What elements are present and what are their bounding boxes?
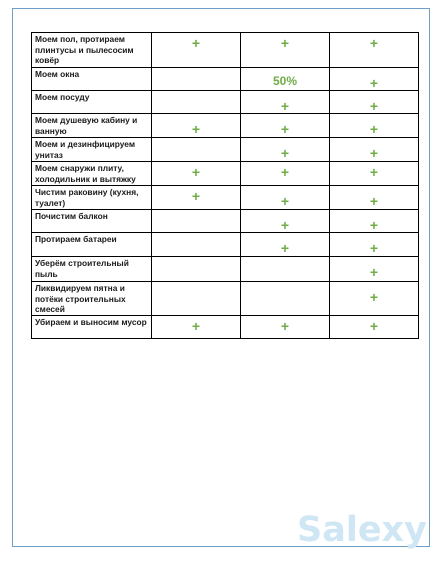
plus-mark: + — [280, 121, 290, 137]
plus-mark: + — [369, 98, 379, 114]
service-label: Ликвидируем пятна и потёки строительных смесей — [32, 282, 152, 316]
plus-mark: + — [280, 193, 290, 209]
mark-cell — [241, 114, 330, 138]
mark-cell: + — [330, 316, 419, 339]
service-label: Моем окна — [32, 68, 152, 91]
plus-mark: + — [369, 75, 379, 91]
mark-cell: + — [330, 33, 419, 68]
mark-cell — [152, 138, 241, 162]
mark-cell — [241, 210, 330, 233]
service-label: Уберём строительный пыль — [32, 257, 152, 282]
salexy-watermark: Salexy — [297, 510, 427, 550]
mark-cell — [330, 91, 419, 114]
services-table — [31, 32, 419, 339]
mark-cell: + — [152, 186, 241, 210]
mark-cell: + — [241, 33, 330, 68]
table-row — [32, 316, 419, 339]
mark-cell: + — [330, 162, 419, 186]
mark-cell: + — [152, 316, 241, 339]
mark-cell: + — [241, 162, 330, 186]
plus-mark: + — [369, 121, 379, 137]
mark-cell — [330, 210, 419, 233]
plus-mark: + — [280, 217, 290, 233]
mark-cell — [152, 210, 241, 233]
mark-cell — [152, 257, 241, 282]
mark-cell-percent — [241, 68, 330, 91]
mark-cell — [330, 257, 419, 282]
service-label: Моем душевую кабину и ванную — [32, 114, 152, 138]
mark-cell — [241, 282, 330, 316]
mark-cell — [241, 186, 330, 210]
table-row — [32, 162, 419, 186]
mark-cell — [241, 91, 330, 114]
mark-cell — [330, 138, 419, 162]
mark-cell — [330, 282, 419, 316]
mark-cell: + — [152, 162, 241, 186]
mark-cell — [152, 91, 241, 114]
plus-mark: + — [191, 121, 201, 137]
plus-mark: + — [280, 240, 290, 256]
table-row — [32, 33, 419, 68]
mark-cell — [330, 233, 419, 257]
table-row — [32, 210, 419, 233]
plus-mark: + — [369, 264, 379, 280]
table-row — [32, 68, 419, 91]
plus-mark: + — [280, 98, 290, 114]
service-label: Чистим раковину (кухня, туалет) — [32, 186, 152, 210]
mark-cell: + — [241, 316, 330, 339]
table-row — [32, 282, 419, 316]
table-row — [32, 186, 419, 210]
service-label: Моем посуду — [32, 91, 152, 114]
mark-cell — [241, 138, 330, 162]
mark-cell — [241, 257, 330, 282]
partial-mark: 50% — [272, 74, 298, 88]
service-label: Моем пол, протираем плинтусы и пылесосим ковёр — [32, 33, 152, 68]
service-label: Протираем батареи — [32, 233, 152, 257]
plus-mark: + — [369, 145, 379, 161]
service-label: Почистим балкон — [32, 210, 152, 233]
mark-cell — [152, 114, 241, 138]
mark-cell — [152, 68, 241, 91]
plus-mark: + — [369, 217, 379, 233]
plus-mark: + — [369, 289, 379, 305]
mark-cell — [241, 233, 330, 257]
plus-mark: + — [369, 193, 379, 209]
table-row — [32, 114, 419, 138]
plus-mark: + — [280, 145, 290, 161]
table-row — [32, 233, 419, 257]
table-row — [32, 138, 419, 162]
mark-cell — [152, 282, 241, 316]
service-label: Моем снаружи плиту, холодильник и вытяжку — [32, 162, 152, 186]
mark-cell: + — [152, 33, 241, 68]
service-label: Убираем и выносим мусор — [32, 316, 152, 339]
service-label: Моем и дезинфицируем унитаз — [32, 138, 152, 162]
mark-cell — [330, 114, 419, 138]
table-row — [32, 91, 419, 114]
mark-cell — [330, 68, 419, 91]
plus-mark: + — [369, 240, 379, 256]
table-row — [32, 257, 419, 282]
mark-cell — [330, 186, 419, 210]
mark-cell — [152, 233, 241, 257]
